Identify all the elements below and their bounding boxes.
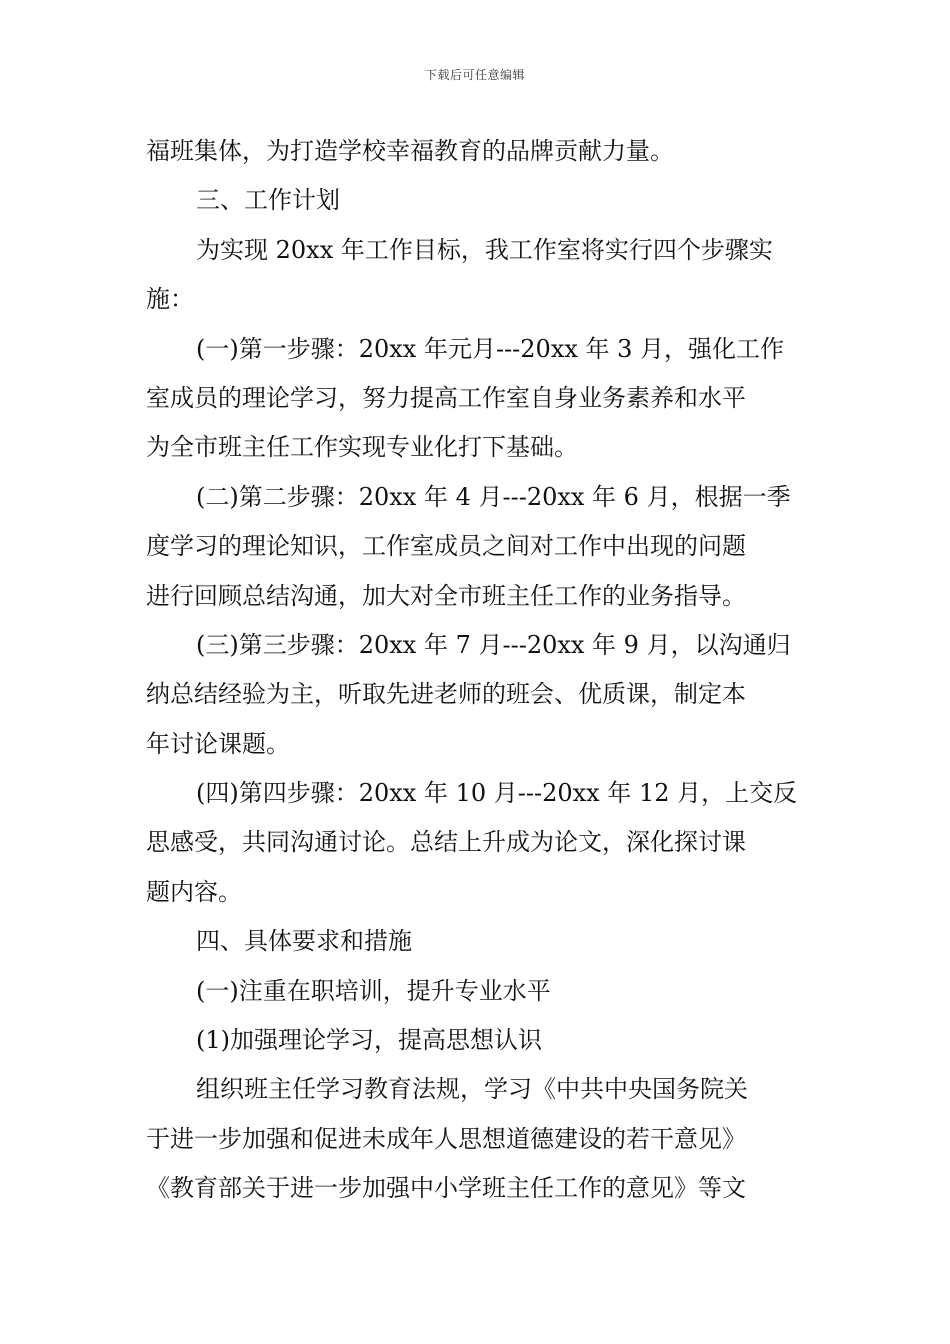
- text-line: (二)第二步骤：20xx 年 4 月---20xx 年 6 月，根据一季: [196, 482, 791, 511]
- section-heading: 四、具体要求和措施: [196, 927, 412, 956]
- text-line: (一)第一步骤：20xx 年元月---20xx 年 3 月，强化工作: [196, 334, 785, 363]
- text-line: 纳总结经验为主，听取先进老师的班会、优质课，制定本: [146, 680, 746, 709]
- page-header: 下载后可任意编辑: [424, 68, 525, 82]
- text-line: 福班集体，为打造学校幸福教育的品牌贡献力量。: [146, 137, 674, 165]
- subsection-heading: (1)加强理论学习，提高思想认识: [196, 1026, 542, 1055]
- text-line: 为实现 20xx 年工作目标，我工作室将实行四个步骤实: [196, 235, 773, 264]
- text-line: 题内容。: [146, 877, 242, 906]
- text-line: 进行回顾总结沟通，加大对全市班主任工作的业务指导。: [146, 581, 746, 610]
- text-line: 组织班主任学习教育法规，学习《中共中央国务院关: [196, 1075, 748, 1104]
- text-line: 施：: [146, 285, 194, 314]
- subsection-heading: (一)注重在职培训，提升专业水平: [196, 976, 551, 1005]
- text-line: 室成员的理论学习，努力提高工作室自身业务素养和水平: [146, 383, 746, 412]
- text-line: 于进一步加强和促进未成年人思想道德建设的若干意见》: [146, 1124, 746, 1153]
- text-line: 思感受，共同沟通讨论。总结上升成为论文，深化探讨课: [146, 828, 746, 857]
- text-line: 年讨论课题。: [146, 729, 290, 758]
- text-line: (四)第四步骤：20xx 年 10 月---20xx 年 12 月，上交反: [196, 779, 798, 808]
- text-line: (三)第三步骤：20xx 年 7 月---20xx 年 9 月，以沟通归: [196, 630, 791, 659]
- text-line: 《教育部关于进一步加强中小学班主任工作的意见》等文: [146, 1174, 746, 1203]
- body-text: [146, 127, 808, 1214]
- text-line: 为全市班主任工作实现专业化打下基础。: [146, 433, 578, 462]
- text-line: 度学习的理论知识，工作室成员之间对工作中出现的问题: [146, 532, 746, 561]
- section-heading: 三、工作计划: [196, 186, 340, 215]
